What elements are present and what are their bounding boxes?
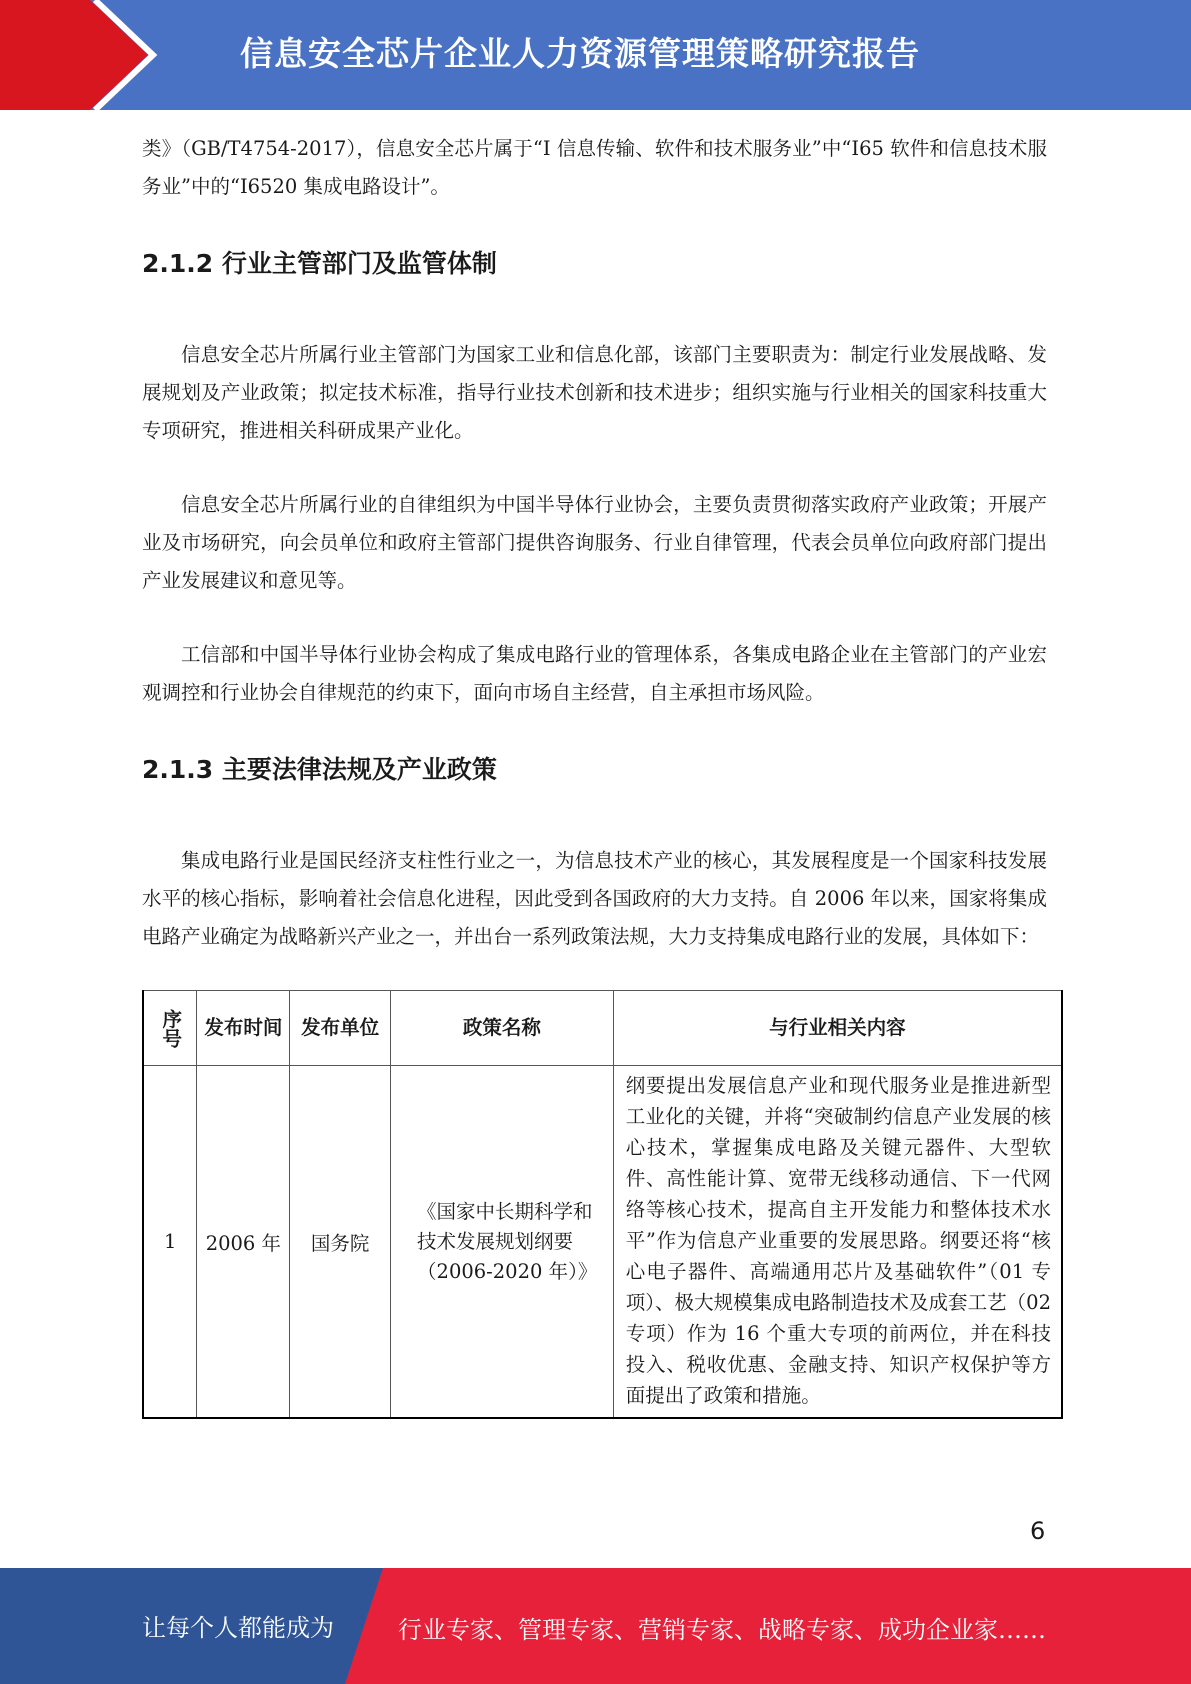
footer-slogan-right: 行业专家、管理专家、营销专家、战略专家、成功企业家……	[398, 1616, 1046, 1644]
section-heading-2-1-2: 2.1.2 行业主管部门及监管体制	[142, 249, 497, 278]
column-header-seq: 序号	[143, 991, 197, 1066]
paragraph: 集成电路行业是国民经济支柱性行业之一，为信息技术产业的核心，其发展程度是一个国家科技发展水平的核心指标，影响着社会信息化进程，因此受到各国政府的大力支持。自 2006 年以来，国家将集成电路产业确定为战略新兴产业之一，并出台一系列政策法规，大力支持集成电路行业的发展，具体如下：	[142, 849, 1047, 948]
policy-table	[142, 990, 1063, 1419]
cell-content: 纲要提出发展信息产业和现代服务业是推进新型工业化的关键，并将“突破制约信息产业发展的核心技术，掌握集成电路及关键元器件、大型软件、高性能计算、宽带无线移动通信、下一代网络等核心技术，提高自主开发能力和整体技术水平”作为信息产业重要的发展思路。纲要还将“核心电子器件、高端通用芯片及基础软件”（01 专项）、极大规模集成电路制造技术及成套工艺（02 专项）作为 16 个重大专项的前两位，并在科技投入、税收优惠、金融支持、知识产权保护等方面提出了政策和措施。	[613, 1066, 1062, 1419]
page-footer	[0, 1568, 1191, 1684]
footer-slogan-left: 让每个人都能成为	[142, 1614, 334, 1642]
column-header-name: 政策名称	[391, 991, 614, 1066]
page-header	[0, 0, 1191, 110]
page-number: 6	[1030, 1517, 1046, 1545]
paragraph: 信息安全芯片所属行业主管部门为国家工业和信息化部，该部门主要职责为：制定行业发展战略、发展规划及产业政策；拟定技术标准，指导行业技术创新和技术进步；组织实施与行业相关的国家科技重大专项研究，推进相关科研成果产业化。	[142, 343, 1047, 442]
table-row	[143, 1066, 1062, 1419]
column-header-time: 发布时间	[197, 991, 290, 1066]
cell-time: 2006 年	[197, 1066, 290, 1419]
intro-paragraph: 类》（GB/T4754-2017），信息安全芯片属于“I 信息传输、软件和技术服务业”中“I65 软件和信息技术服务业”中的“I6520 集成电路设计”。	[142, 137, 1047, 198]
column-header-unit: 发布单位	[290, 991, 391, 1066]
report-title: 信息安全芯片企业人力资源管理策略研究报告	[240, 34, 920, 73]
paragraph: 信息安全芯片所属行业的自律组织为中国半导体行业协会，主要负责贯彻落实政府产业政策；开展产业及市场研究，向会员单位和政府主管部门提供咨询服务、行业自律管理，代表会员单位向政府部门提出产业发展建议和意见等。	[142, 493, 1047, 592]
document-body	[142, 130, 1051, 1419]
column-header-content: 与行业相关内容	[613, 991, 1062, 1066]
table-header-row	[143, 991, 1062, 1066]
cell-seq: 1	[143, 1066, 197, 1419]
paragraph: 工信部和中国半导体行业协会构成了集成电路行业的管理体系，各集成电路企业在主管部门的产业宏观调控和行业协会自律规范的约束下，面向市场自主经营，自主承担市场风险。	[142, 643, 1047, 704]
cell-unit: 国务院	[290, 1066, 391, 1419]
section-heading-2-1-3: 2.1.3 主要法律法规及产业政策	[142, 755, 497, 784]
cell-policy-name: 《国家中长期科学和技术发展规划纲要（2006-2020 年）》	[391, 1066, 614, 1419]
